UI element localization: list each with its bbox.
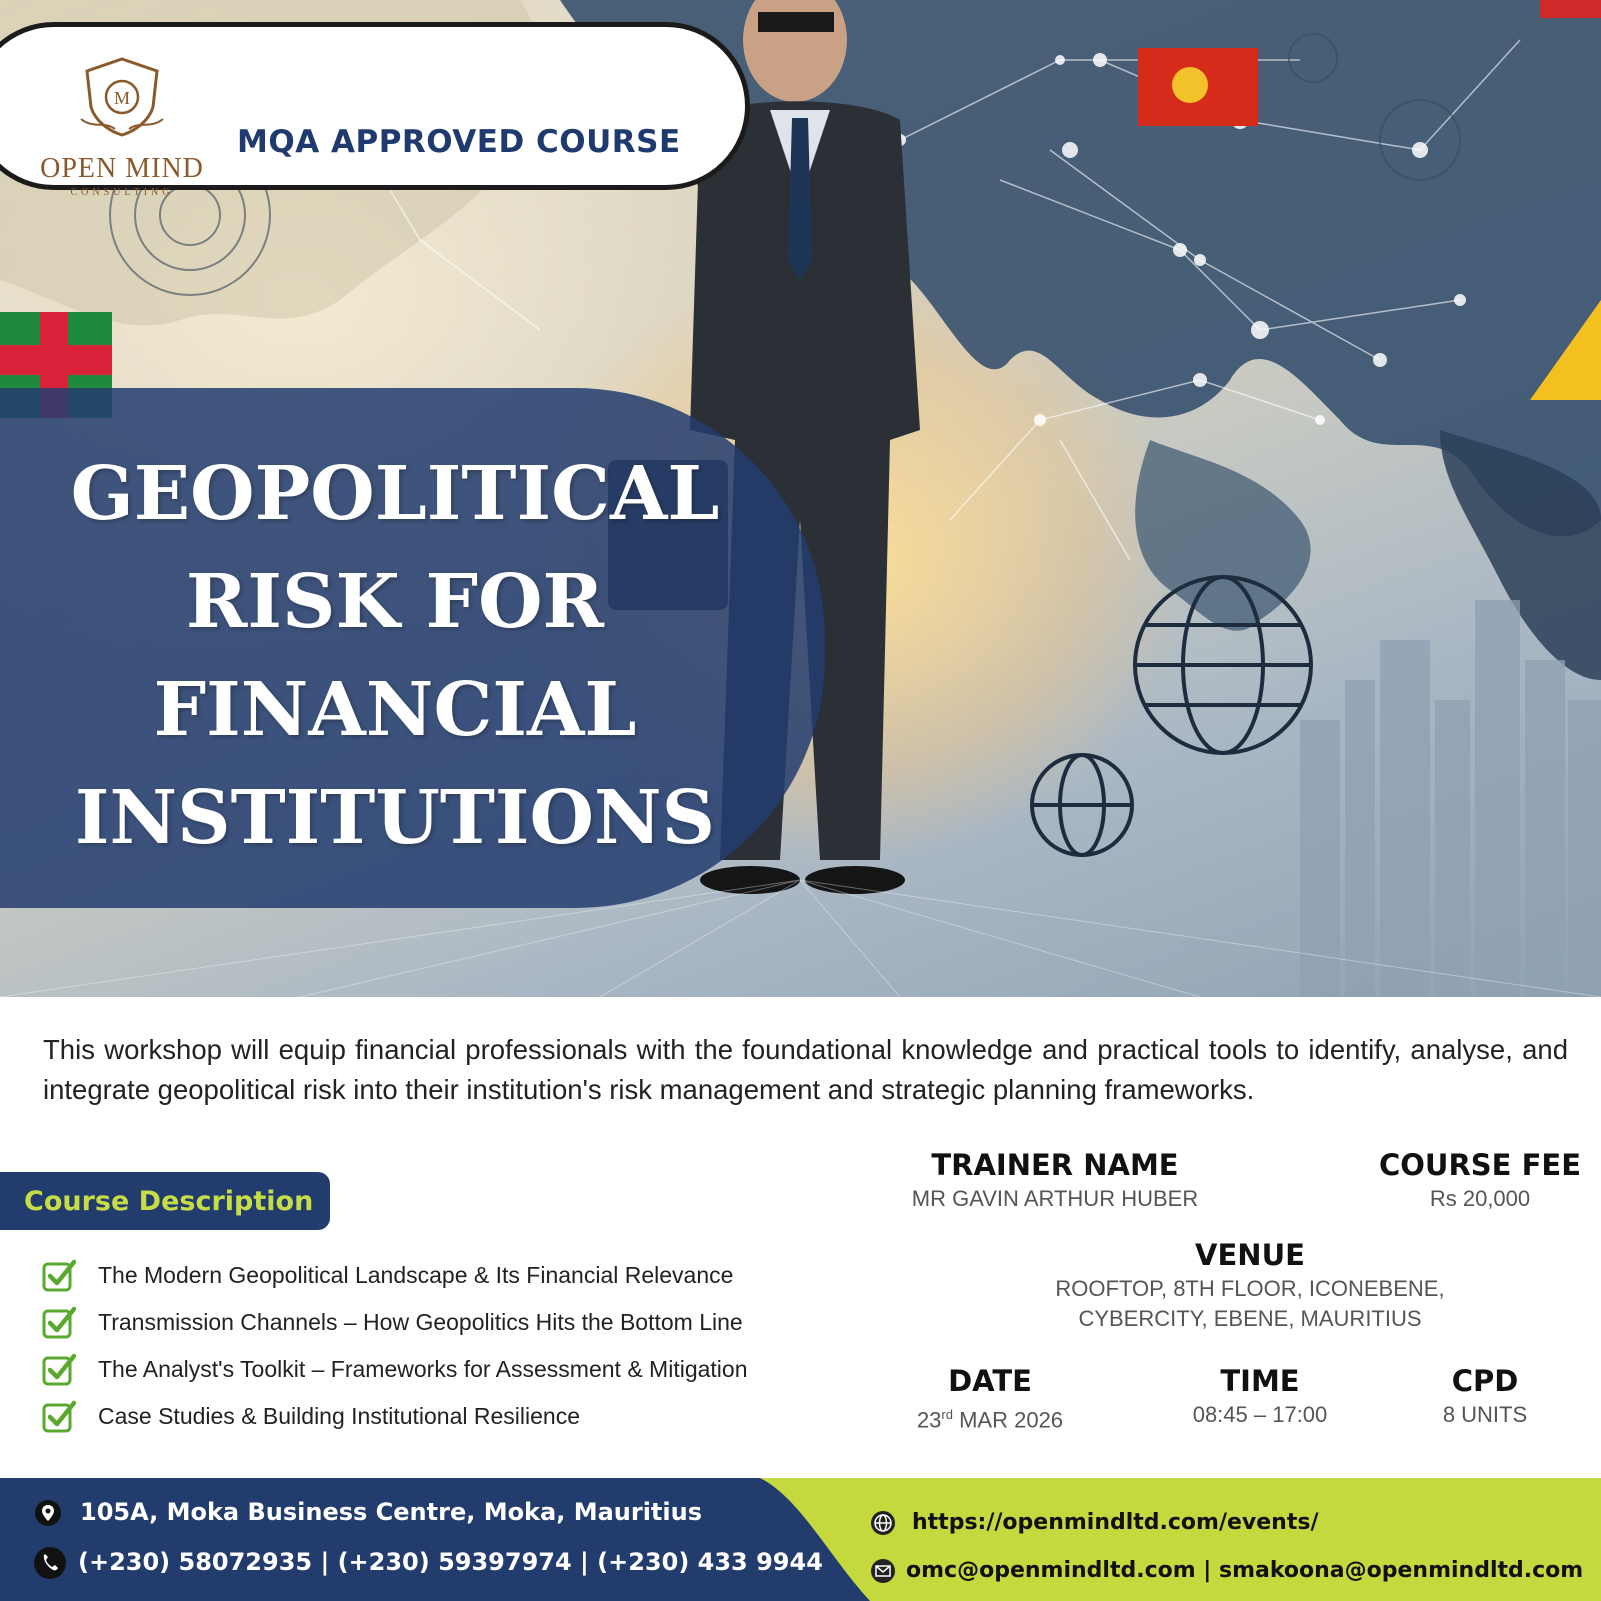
open-mind-logo xyxy=(27,57,217,205)
date-day: 23 xyxy=(916,1407,942,1433)
venue-line: CYBERCITY, EBENE, MAURITIUS xyxy=(1078,1306,1422,1331)
list-item xyxy=(42,1305,862,1345)
course-title xyxy=(0,440,790,872)
module-text: The Modern Geopolitical Landscape & Its Financial Relevance xyxy=(98,1262,734,1288)
trainer-label: TRAINER NAME xyxy=(931,1148,1179,1182)
time-value: 08:45 – 17:00 xyxy=(1192,1402,1328,1427)
date-rest: MAR 2026 xyxy=(952,1407,1064,1433)
list-item xyxy=(42,1399,862,1439)
title-line: RISK FOR xyxy=(185,559,605,645)
time-label: TIME xyxy=(1220,1364,1300,1398)
intro-paragraph: This workshop will equip financial professionals with the foundational knowledge and practical tools to identify, analyse, and integrate geopolitical risk into their institution's risk management and strategic planning frameworks. xyxy=(43,1034,1568,1105)
date-suffix: rd xyxy=(941,1407,953,1422)
svg-text:M: M xyxy=(113,88,131,108)
module-text: The Analyst's Toolkit – Frameworks for Assessment & Mitigation xyxy=(98,1356,748,1382)
footer-emails[interactable]: omc@openmindltd.com | smakoona@openmindltd.com xyxy=(906,1558,1584,1583)
trainer-value: MR GAVIN ARTHUR HUBER xyxy=(911,1186,1199,1211)
title-line: GEOPOLITICAL xyxy=(70,451,720,537)
globe-icon xyxy=(870,1510,896,1536)
list-item xyxy=(42,1352,862,1392)
logo-brand-subtitle: CONSULTING xyxy=(70,187,174,198)
checkmark-icon xyxy=(42,1258,76,1292)
venue-line: ROOFTOP, 8TH FLOOR, ICONEBENE, xyxy=(1055,1276,1445,1301)
email-icon xyxy=(870,1558,896,1584)
checkmark-icon xyxy=(42,1305,76,1339)
checkmark-icon xyxy=(42,1352,76,1386)
course-description-heading: Course Description xyxy=(24,1186,314,1217)
location-pin-icon xyxy=(35,1500,61,1530)
phone-icon xyxy=(33,1546,67,1580)
checkmark-icon xyxy=(42,1399,76,1433)
cpd-label: CPD xyxy=(1451,1364,1519,1398)
module-text: Transmission Channels – How Geopolitics Hits the Bottom Line xyxy=(98,1309,743,1335)
approval-badge xyxy=(0,22,750,198)
list-item xyxy=(42,1258,862,1298)
footer-address: 105A, Moka Business Centre, Moka, Mauritius xyxy=(80,1498,702,1526)
module-text: Case Studies & Building Institutional Resilience xyxy=(98,1403,580,1429)
logo-crest-icon xyxy=(79,57,165,137)
date-label: DATE xyxy=(948,1364,1032,1398)
footer-website-link[interactable]: https://openmindltd.com/events/ xyxy=(912,1510,1319,1535)
venue-label: VENUE xyxy=(1195,1238,1305,1272)
course-fee-value: Rs 20,000 xyxy=(1429,1186,1531,1211)
footer-phones: (+230) 58072935 | (+230) 59397974 | (+230) 433 9944 xyxy=(78,1548,823,1576)
title-line: FINANCIAL xyxy=(153,667,637,753)
cpd-value: 8 UNITS xyxy=(1442,1402,1528,1427)
date-value xyxy=(880,1400,1100,1435)
approval-label: MQA APPROVED COURSE xyxy=(237,124,681,160)
logo-brand-name: OPEN MIND xyxy=(40,153,204,184)
title-line: INSTITUTIONS xyxy=(74,775,716,861)
course-fee-label: COURSE FEE xyxy=(1378,1148,1582,1182)
footer xyxy=(0,1478,1601,1601)
